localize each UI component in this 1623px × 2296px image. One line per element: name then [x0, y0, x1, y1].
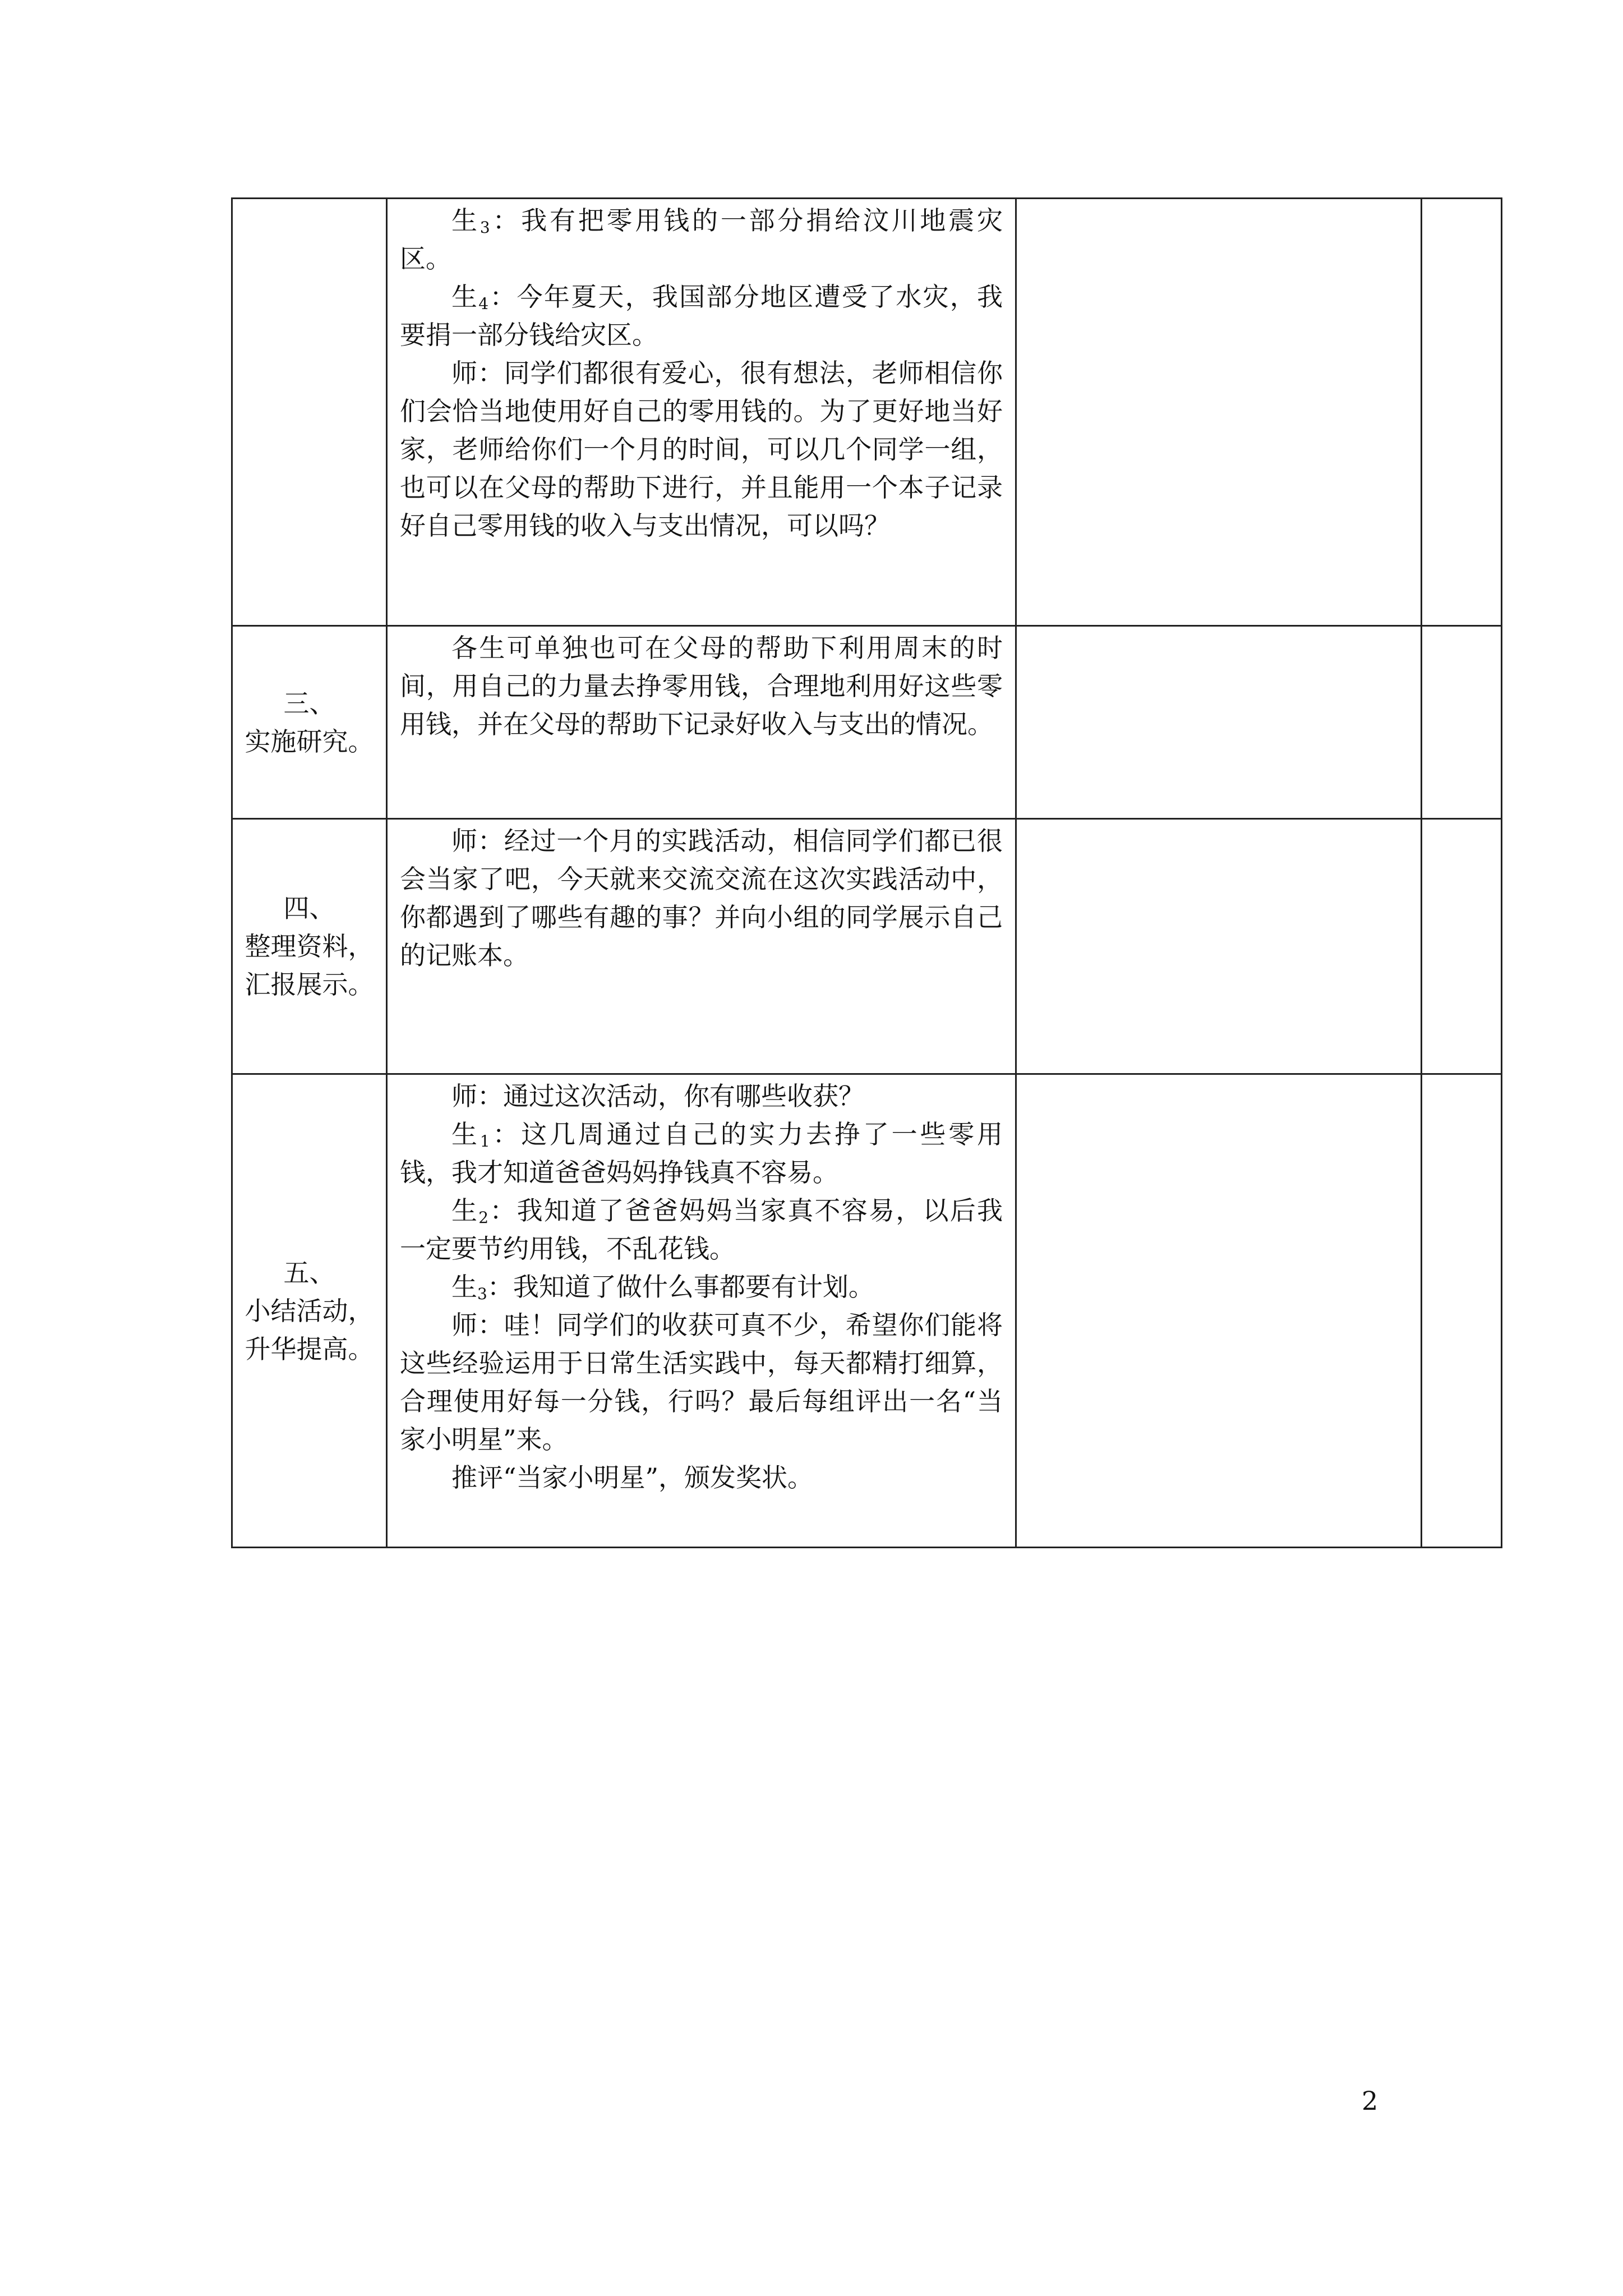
- stage-label: 五、 小结活动， 升华提高。: [245, 1257, 374, 1364]
- table-row: [232, 199, 1502, 626]
- paragraph: 师：哇！同学们的收获可真不少，希望你们能将这些经验运用于日常生活实践中，每天都精打细算，合理使用好每一分钱，行吗？最后每组评出一名“当家小明星”来。: [400, 1310, 1003, 1455]
- table-row: [232, 819, 1502, 1074]
- extra-cell: [1422, 199, 1502, 626]
- stage-cell: [232, 1074, 387, 1548]
- paragraph: 生$_4$：今年夏天，我国部分地区遭受了水灾，我要捐一部分钱给灾区。: [400, 282, 1003, 350]
- paragraph: 各生可单独也可在父母的帮助下利用周末的时间，用自己的力量去挣零用钱，合理地利用好这些零用钱，并在父母的帮助下记录好收入与支出的情况。: [400, 633, 1003, 739]
- paragraph: 生$_2$：我知道了爸爸妈妈当家真不容易，以后我一定要节约用钱，不乱花钱。: [400, 1195, 1003, 1264]
- paragraph: 生$_3$：我有把零用钱的一部分捐给汶川地震灾区。: [400, 205, 1003, 274]
- extra-cell: [1422, 1074, 1502, 1548]
- stage-cell: [232, 819, 387, 1074]
- paragraph: 推评“当家小明星”，颁发奖状。: [451, 1462, 814, 1493]
- extra-cell: [1422, 626, 1502, 819]
- paragraph: 师：同学们都很有爱心，很有想法，老师相信你们会恰当地使用好自己的零用钱的。为了更好地当好家，老师给你们一个月的时间，可以几个同学一组，也可以在父母的帮助下进行，并且能用一个本子记录好自己零用钱的收入与支出情况，可以吗？: [400, 358, 1003, 541]
- stage-label: 三、 实施研究。: [245, 688, 374, 757]
- table-row: [232, 626, 1502, 819]
- stage-cell: [232, 199, 387, 626]
- content-cell: [387, 1074, 1016, 1548]
- notes-cell: [1016, 626, 1422, 819]
- content-cell: [387, 199, 1016, 626]
- notes-cell: [1016, 199, 1422, 626]
- paragraph: 生$_1$：这几周通过自己的实力去挣了一些零用钱，我才知道爸爸妈妈挣钱真不容易。: [400, 1119, 1003, 1188]
- stage-cell: [232, 626, 387, 819]
- notes-cell: [1016, 819, 1422, 1074]
- paragraph: 师：通过这次活动，你有哪些收获？: [451, 1081, 864, 1111]
- content-cell: [387, 626, 1016, 819]
- notes-cell: [1016, 1074, 1422, 1548]
- lesson-plan-table: [231, 197, 1502, 1548]
- extra-cell: [1422, 819, 1502, 1074]
- paragraph: 生$_3$：我知道了做什么事都要有计划。: [451, 1272, 874, 1303]
- stage-label: 四、 整理资料， 汇报展示。: [245, 893, 374, 1000]
- page-number: 2: [1362, 2086, 1378, 2116]
- table-row: [232, 1074, 1502, 1548]
- content-cell: [387, 819, 1016, 1074]
- paragraph: 师：经过一个月的实践活动，相信同学们都已很会当家了吧，今天就来交流交流在这次实践活动中，你都遇到了哪些有趣的事？并向小组的同学展示自己的记账本。: [400, 826, 1003, 970]
